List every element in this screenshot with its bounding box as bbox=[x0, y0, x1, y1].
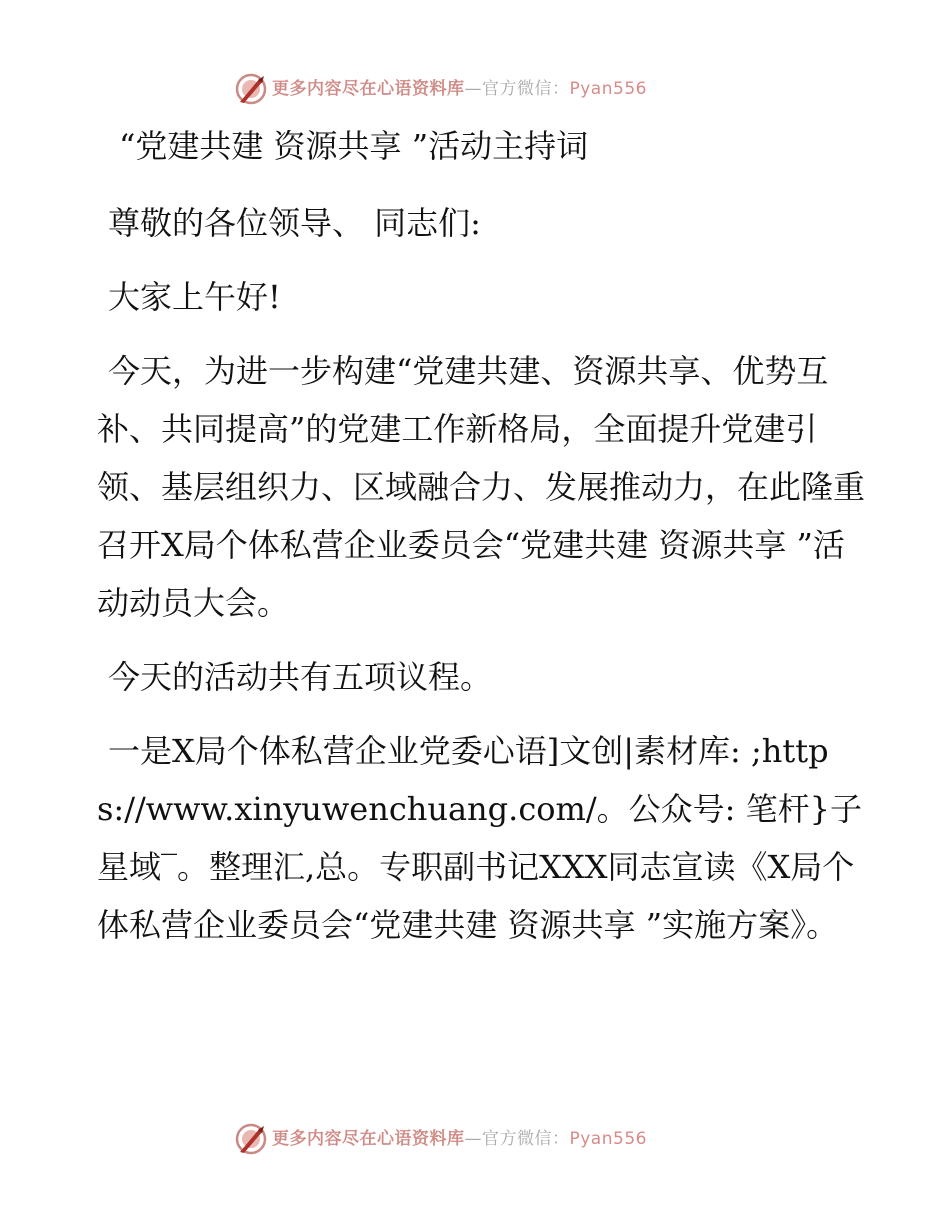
watermark-dash: — bbox=[464, 1129, 482, 1149]
salutation-line: 大家上午好! bbox=[108, 278, 281, 316]
paragraph-intro: 今天，为进一步构建“党建共建、资源共享、优势互补、共同提高”的党建工作新格局，全面提升党建引领、基层组织力、区域融合力、发展推动力，在此隆重召开X局个体私营企业委员会“党建共建 资源共享 ”活动动员大会。 bbox=[97, 352, 866, 622]
footer-watermark-banner bbox=[0, 1120, 950, 1160]
document-body bbox=[97, 120, 867, 970]
quill-seal-icon bbox=[234, 72, 268, 106]
watermark-wechat-id: Pyan556 bbox=[569, 79, 647, 99]
paragraph-agenda: 今天的活动共有五项议程。 bbox=[108, 658, 493, 696]
paragraph-item-one: 一是X局个体私营企业党委心语]文创|素材库: ;https://www.xinyuwenchuang.com/。公众号: 笔杆}子星域‾。整理汇,总。专职副书记XXX同志宣读《X局个体私营企业委员会“党建共建 资源共享 ”实施方案》。 bbox=[97, 732, 862, 944]
header-watermark-banner bbox=[0, 70, 950, 110]
watermark-main-text: 更多内容尽在心语资料库 bbox=[272, 1129, 465, 1149]
watermark-label: 官方微信： bbox=[482, 1129, 570, 1149]
quill-seal-icon bbox=[234, 1122, 268, 1156]
watermark-wechat-id: Pyan556 bbox=[569, 1129, 647, 1149]
watermark-main-text: 更多内容尽在心语资料库 bbox=[272, 79, 465, 99]
watermark-label: 官方微信： bbox=[482, 79, 570, 99]
watermark-dash: — bbox=[464, 79, 482, 99]
greeting-line: 尊敬的各位领导、 同志们: bbox=[108, 204, 481, 242]
document-title: “党建共建 资源共享 ”活动主持词 bbox=[119, 127, 589, 165]
